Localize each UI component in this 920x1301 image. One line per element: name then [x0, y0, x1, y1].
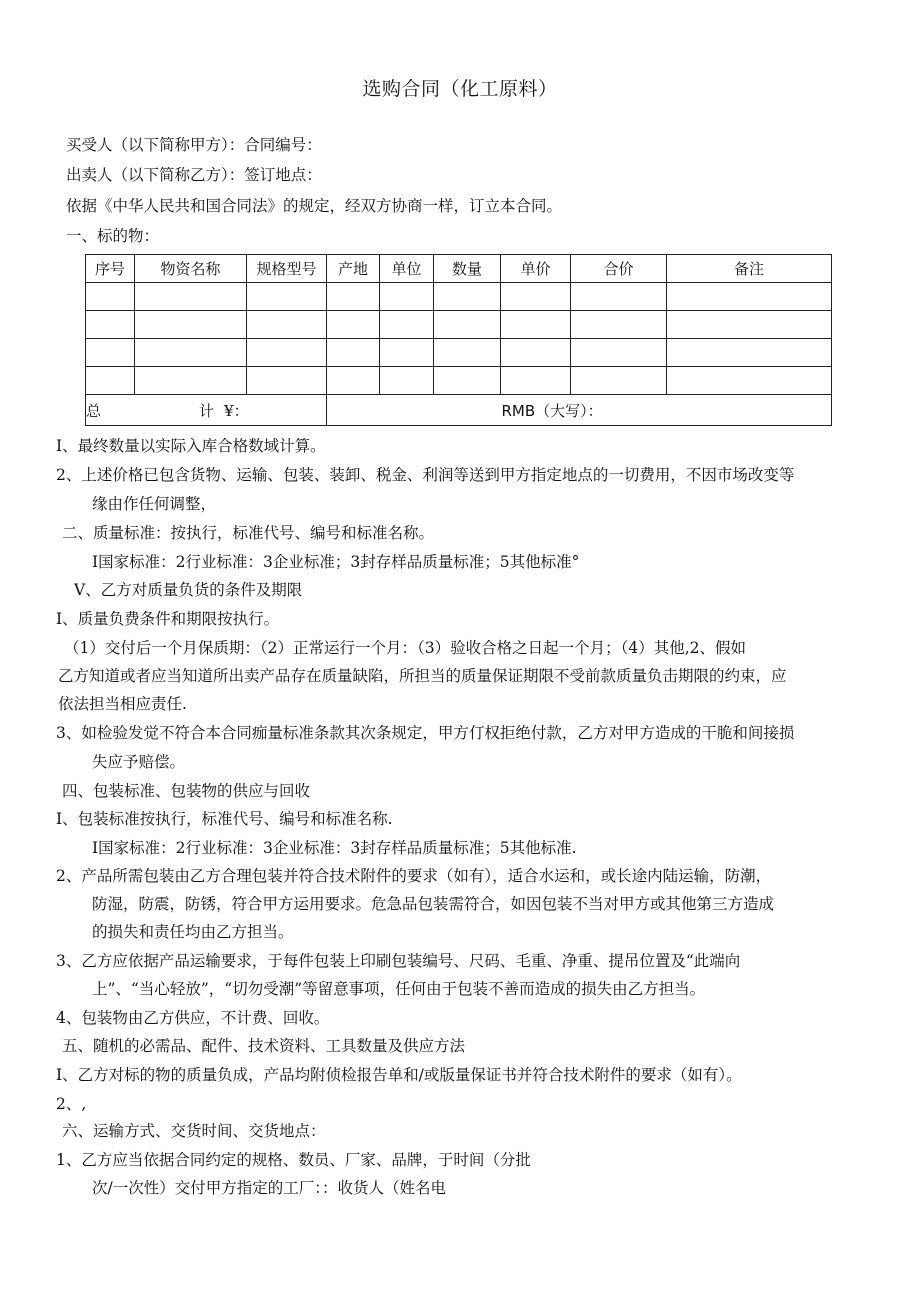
section4-line: 4、包装物由乙方供应，不计费、回收。 — [56, 1009, 330, 1027]
section5-line: 2、, — [56, 1095, 87, 1113]
note-2: 2、上述价格已包含货物、运输、包装、装卸、税金、利润等送到甲方指定地点的一切费用，不因市场改变等 — [56, 466, 795, 484]
total-label-b: 计 — [199, 401, 215, 420]
section6-line: 1、乙方应当依据合同约定的规格、数员、厂家、品牌，于时间（分批 — [56, 1151, 531, 1169]
section4-line: 3、乙方应依据产品运输要求，于每件包装上印刷包装编号、尺码、毛重、净重、提吊位置及“此端向 — [56, 952, 741, 970]
col-header: 单位 — [380, 255, 434, 283]
section4-line: 防湿，防震，防锈，符合甲方运用要求。危急品包装需符合，如因包装不当对甲方或其他第三方造成 — [92, 895, 775, 913]
section6-line: 次/一次性）交付甲方指定的工厂：：收货人（姓名电 — [92, 1179, 446, 1197]
section4-line: 上”、“当心轻放”，“切勿受潮”等留意事项，任何由于包装不善而造成的损失由乙方担当。 — [92, 980, 706, 998]
section3-line: 失应予赔偿。 — [92, 753, 186, 771]
section3-line: 3、如检验发觉不符合本合同痂量标准条款其次条规定，甲方仃权拒绝付款，乙方对甲方造成的干脆和间接损 — [56, 724, 795, 742]
table-row — [86, 367, 832, 395]
seller-line: 出卖人（以下简称乙方）：签订地点： — [66, 166, 322, 184]
section3-heading: V、乙方对质量负货的条件及期限 — [74, 581, 303, 599]
goods-table — [85, 254, 832, 426]
section6-heading: 六、运输方式、交货时间、交货地点： — [62, 1122, 326, 1140]
table-row — [86, 311, 832, 339]
section3-line: I、质量负费条件和期限按执行。 — [56, 610, 280, 628]
section4-line: 的损失和责任均由乙方担当。 — [92, 923, 294, 941]
total-rmb: RMB（大写）： — [501, 395, 832, 426]
col-header: 物资名称 — [135, 255, 247, 283]
note-1: I、最终数量以实际入库合格数域计算。 — [56, 437, 326, 455]
section3-line: 依法担当相应责任. — [58, 695, 187, 713]
col-header: 数量 — [434, 255, 501, 283]
total-label-a: 总 — [86, 401, 102, 420]
buyer-line: 买受人（以下简称甲方）：合同编号： — [66, 136, 322, 154]
table-header-row — [86, 255, 832, 283]
col-header: 规格型号 — [247, 255, 327, 283]
note-2-cont: 缘由作任何调整， — [92, 495, 217, 513]
col-header: 备注 — [667, 255, 832, 283]
page-title: 选购合同（化工原料） — [362, 78, 558, 100]
section4-heading: 四、包装标准、包装物的供应与回收 — [62, 782, 311, 800]
basis-line: 依据《中华人民共和国合同法》的规定，经双方协商一样，订立本合同。 — [66, 197, 563, 215]
section2-options: I国家标准：2行业标准：3企业标准；3封存样品质量标准；5其他标准° — [92, 553, 580, 571]
col-header: 序号 — [86, 255, 135, 283]
section5-line: I、乙方对标的物的质量负成，产品均附侦检报告单和/或版量保证书并符合技术附件的要求（如有）。 — [56, 1066, 742, 1084]
section4-line: I、包装标准按执行，标准代号、编号和标准名称. — [56, 810, 393, 828]
col-header: 单价 — [501, 255, 571, 283]
total-currency: ¥： — [224, 401, 249, 420]
col-header: 合价 — [571, 255, 667, 283]
section5-heading: 五、随机的必需品、配件、技术资料、工具数量及供应方法 — [62, 1037, 466, 1055]
table-row — [86, 339, 832, 367]
section3-line: 乙方知道或者应当知道所出卖产品存在质量缺陷，所担当的质量保证期限不受前款质量负击期限的约束，应 — [58, 667, 787, 685]
section3-line: （1）交付后一个月保质期：（2）正常运行一个月：（3）验收合格之日起一个月；（4）其他,2、假如 — [64, 639, 746, 657]
total-label-cell — [86, 395, 327, 426]
table-row — [86, 283, 832, 311]
total-row — [86, 395, 832, 426]
section4-line: I国家标准：2行业标准：3企业标准：3封存样品质量标准；5其他标准. — [92, 839, 577, 857]
section1-heading: 一、标的物： — [66, 227, 160, 245]
col-header: 产地 — [327, 255, 380, 283]
section2-heading: 二、质量标准：按执行，标准代号、编号和标准名称。 — [62, 524, 435, 542]
section4-line: 2、产品所需包装由乙方合理包装并符合技术附件的要求（如有），适合水运和，或长途内陆运输，防潮， — [56, 867, 772, 885]
